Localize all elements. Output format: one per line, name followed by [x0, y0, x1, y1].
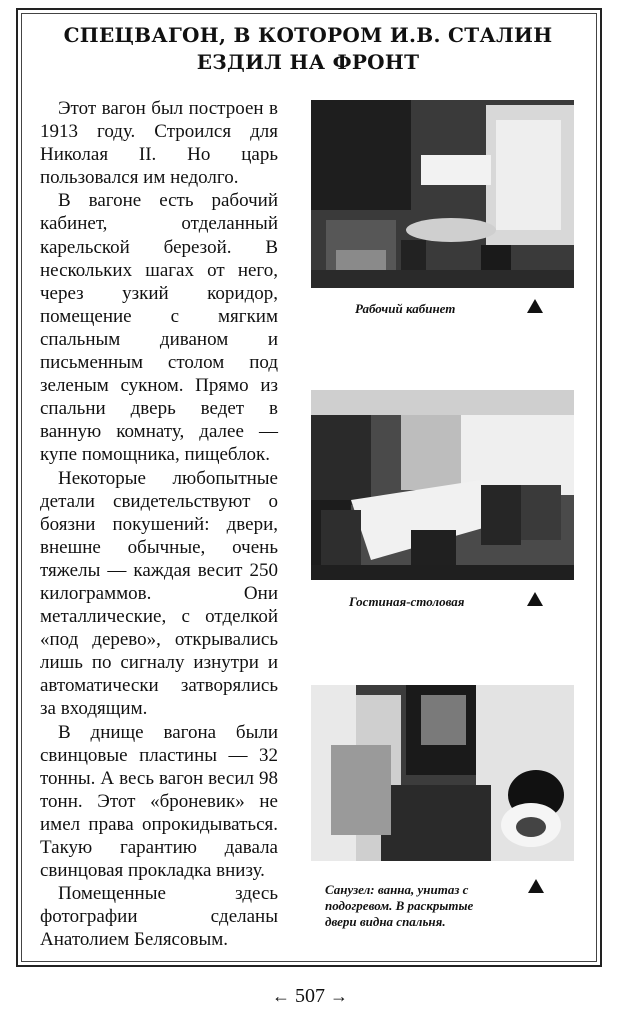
page-footer — [0, 985, 620, 1008]
caption-dining: Гостиная-столовая — [349, 594, 465, 609]
caption-bathroom-line-1: Санузел: ванна, унитаз с — [325, 882, 469, 897]
title-line-1: СПЕЦВАГОН, В КОТОРОМ И.В. СТАЛИН — [63, 23, 553, 47]
article-body — [40, 97, 278, 951]
article-title — [30, 22, 586, 76]
page-number: 507 — [295, 985, 325, 1007]
right-arrow-icon: → — [330, 986, 348, 1006]
caption-bathroom-line-2: подогревом. В раскрытые — [325, 898, 474, 913]
up-triangle-icon — [527, 592, 543, 606]
left-arrow-icon: ← — [272, 986, 290, 1006]
title-line-2: ЕЗДИЛ НА ФРОНТ — [196, 50, 420, 74]
up-triangle-icon — [528, 879, 544, 893]
up-triangle-icon — [527, 299, 543, 313]
paragraph-4: В днище вагона были свинцовые пластины — 32 тонны. А весь вагон весил 98 тонн. Этот «броневик» не имел права опрокидываться. Такую гарантию давала свинцовая прокладка внизу. — [40, 721, 278, 882]
photo-study — [311, 100, 574, 288]
paragraph-3: Некоторые любопытные детали свидетельствуют о боязни покушений: двери, внешне обычные, очень тяжелы — каждая весит 250 килограммов. Они металлические, с отделкой «под дерево», открывались лишь по сигналу изнутри и автоматически затворялись за входящим. — [40, 467, 278, 720]
caption-bathroom-line-3: двери видна спальня. — [325, 914, 446, 929]
paragraph-1: Этот вагон был построен в 1913 году. Строился для Николая II. Но царь пользовался им недолго. — [40, 98, 278, 189]
paragraph-5: Помещенные здесь фотографии сделаны Анатолием Белясовым. — [40, 883, 278, 951]
photo-bathroom — [311, 685, 574, 861]
paragraph-2: В вагоне есть рабочий кабинет, отделанный карельской березой. В нескольких шагах от него, через узкий коридор, помещение с мягким спальным диваном и письменным столом под зеленым сукном. Прямо из спальни дверь ведет в ванную комнату, далее — купе помощника, пищеблок. — [40, 190, 278, 466]
caption-bathroom — [325, 882, 521, 930]
caption-study: Рабочий кабинет — [355, 301, 456, 316]
photo-dining — [311, 390, 574, 580]
